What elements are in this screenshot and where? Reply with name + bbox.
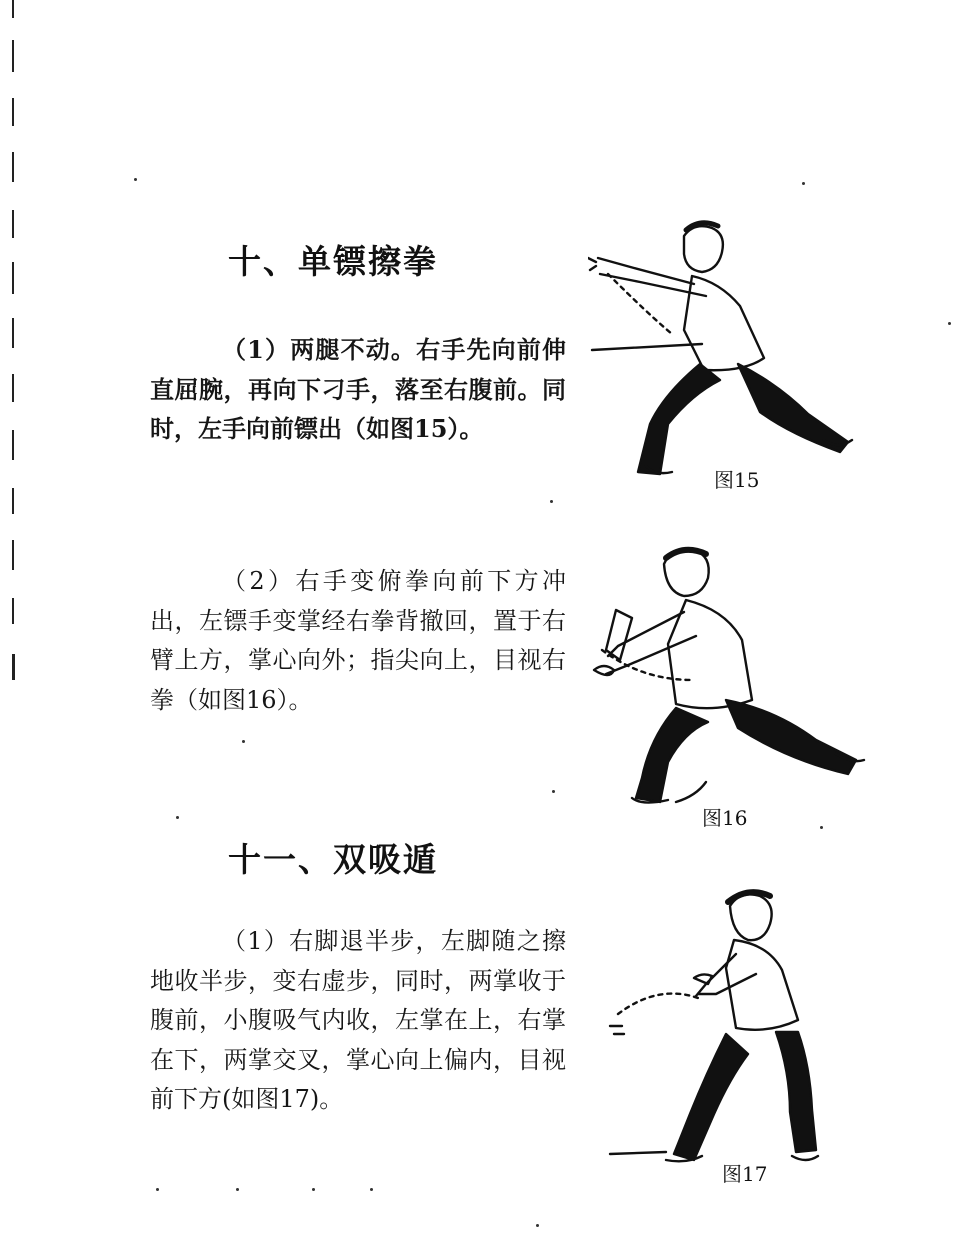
scan-speck (552, 790, 555, 793)
scan-edge-marks (0, 0, 20, 1234)
scan-speck (550, 500, 553, 503)
scan-speck (536, 1224, 539, 1227)
figure-15 (588, 214, 868, 484)
scan-speck (236, 1188, 239, 1191)
scan-speck (802, 182, 805, 185)
scan-speck (242, 740, 245, 743)
scan-speck (948, 322, 951, 325)
section-heading-10: 十、单镖擦拳 (228, 242, 438, 281)
figure-17 (606, 884, 846, 1174)
figure-caption-16: 图16 (702, 806, 748, 830)
scan-speck (176, 816, 179, 819)
section-heading-11: 十一、双吸遁 (228, 840, 438, 879)
scan-speck (370, 1188, 373, 1191)
martial-artist-figure-16-icon (586, 540, 876, 820)
step-paragraph-11-1: （1）右脚退半步，左脚随之擦地收半步，变右虚步，同时，两掌收于腹前，小腹吸气内收，左掌在上，右掌在下，两掌交叉，掌心向上偏内，目视前下方(如图17)。 (150, 927, 566, 1114)
scan-speck (156, 1188, 159, 1191)
scan-speck (820, 826, 823, 829)
martial-artist-figure-15-icon (588, 214, 868, 484)
scan-speck (134, 178, 137, 181)
step-paragraph-10-1: （1）两腿不动。右手先向前伸直屈腕，再向下刁手，落至右腹前。同时，左手向前镖出（如图15）。 (150, 335, 566, 444)
figure-16 (586, 540, 876, 820)
figure-caption-15: 图15 (714, 468, 760, 492)
step-paragraph-10-2: （2）右手变俯拳向前下方冲出，左镖手变掌经右拳背撤回，置于右臂上方，掌心向外；指尖向上，目视右拳（如图16）。 (150, 567, 566, 714)
scan-speck (312, 1188, 315, 1191)
figure-caption-17: 图17 (722, 1162, 768, 1186)
martial-artist-figure-17-icon (606, 884, 846, 1174)
